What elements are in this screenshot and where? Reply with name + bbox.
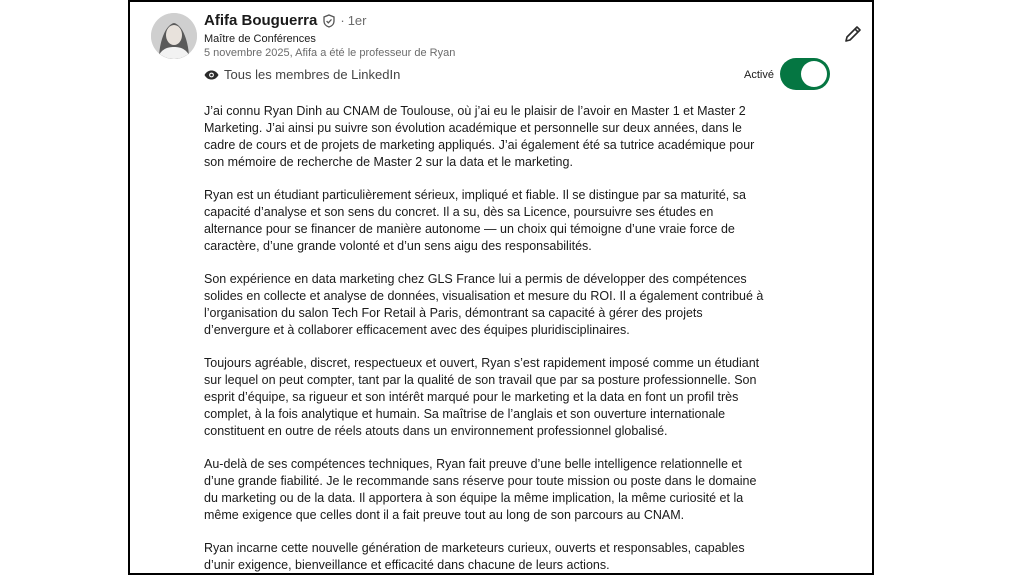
recommendation-paragraph: Toujours agréable, discret, respectueux et ouvert, Ryan s’est rapidement imposé comme un étudiant sur lequel on peut compter, tant par la qualité de son travail que par sa posture professionnelle. Son esprit d’équipe, sa rigueur et son intérêt marqué pour le marketing et la data en font un profil très complet, à la fois analytique et humain. Sa maîtrise de l’anglais et son ouverture internationale constituent en outre de réels atouts dans un environnement professionnel globalisé. bbox=[204, 356, 760, 438]
author-line bbox=[204, 12, 366, 29]
recommendation-paragraph: Son expérience en data marketing chez GLS France lui a permis de développer des compétences solides en collecte et analyse de données, visualisation et mesure du ROI. Il a également contribué à l’organisation du salon Tech For Retail à Paris, démontrant sa capacité à gérer des projets d’envergure et à collaborer efficacement avec des équipes pluridisciplinaires. bbox=[204, 272, 764, 337]
toggle-label: Activé bbox=[744, 69, 774, 81]
author-name[interactable]: Afifa Bouguerra bbox=[204, 12, 318, 29]
eye-icon bbox=[204, 70, 219, 80]
recommendation-paragraph: Ryan incarne cette nouvelle génération de marketeurs curieux, ouverts et responsables, capables d’unir exigence, bienveillance et efficacité dans chacune de leurs actions. bbox=[204, 541, 745, 572]
avatar[interactable] bbox=[151, 13, 197, 59]
recommendation-text bbox=[204, 103, 828, 575]
visibility-setting[interactable] bbox=[204, 67, 400, 82]
visibility-label: Tous les membres de LinkedIn bbox=[224, 67, 401, 82]
edit-button[interactable] bbox=[842, 23, 864, 45]
recommendation-paragraph: Ryan est un étudiant particulièrement sérieux, impliqué et fiable. Il se distingue par sa maturité, sa capacité d’analyse et son sens du concret. Il a su, dès sa Licence, poursuivre ses études en alternance pour se financer de manière autonome — un choix qui témoigne d’une vraie force de caractère, d’une grande volonté et d’un sens aigu des responsabilités. bbox=[204, 188, 746, 253]
pencil-icon bbox=[842, 23, 864, 45]
shield-check-icon bbox=[322, 14, 336, 28]
connection-degree: 1er bbox=[347, 13, 367, 28]
toggle-knob bbox=[801, 61, 827, 87]
avatar-image bbox=[151, 13, 197, 59]
active-toggle[interactable] bbox=[780, 58, 830, 90]
recommendation-paragraph: Au-delà de ses compétences techniques, Ryan fait preuve d’une belle intelligence relationnelle et d’une grande fiabilité. Je le recommande sans réserve pour toute mission ou poste dans le domaine du marketing ou de la data. Il apportera à son équipe la même implication, la même curiosité et la même exigence que celles dont il a fait preuve tout au long de son parcours au CNAM. bbox=[204, 457, 757, 522]
author-headline: Maître de Conférences bbox=[204, 33, 316, 45]
recommendation-paragraph: J’ai connu Ryan Dinh au CNAM de Toulouse, où j’ai eu le plaisir de l’avoir en Master 1 et Master 2 Marketing. J’ai ainsi pu suivre son évolution académique et personnelle sur deux années, dans le cadre de cours et de projets de marketing appliqués. J’ai également été sa tutrice académique pour son mémoire de recherche de Master 2 sur la data et le marketing. bbox=[204, 104, 755, 169]
recommendation-card bbox=[128, 0, 874, 575]
relation-date: 5 novembre 2025, Afifa a été le professeur de Ryan bbox=[204, 47, 456, 59]
separator-dot: · bbox=[340, 13, 345, 28]
